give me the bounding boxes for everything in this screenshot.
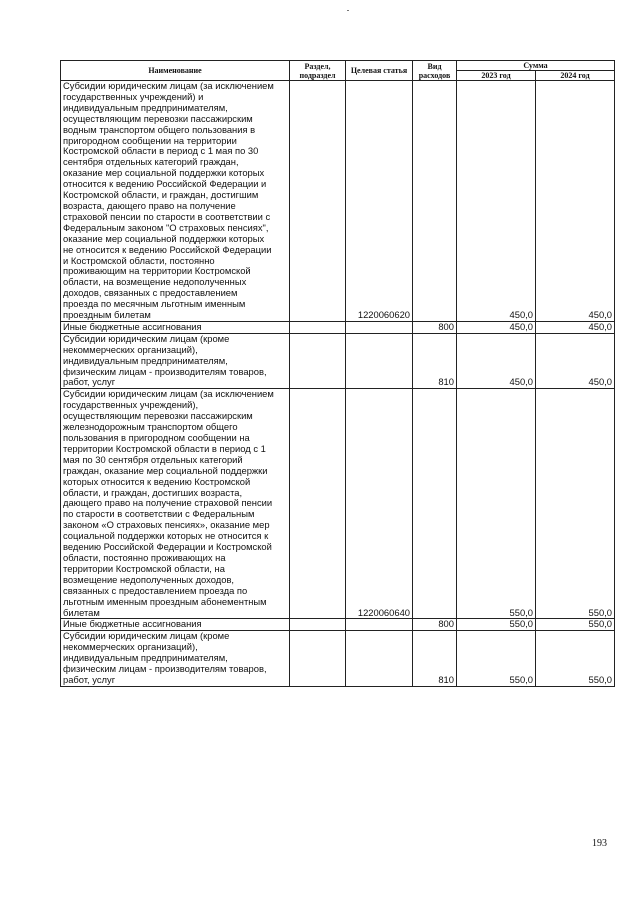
header-type: Вид расходов bbox=[413, 61, 457, 81]
cell-name: Субсидии юридическим лицам (кроме некоммерческих организаций), индивидуальным предпринимателям, физическим лицам - производителям товаров, работ, услуг bbox=[61, 333, 290, 389]
cell-sum-2023: 450,0 bbox=[457, 81, 536, 322]
table-row bbox=[61, 81, 615, 322]
header-year-2023: 2023 год bbox=[457, 71, 536, 81]
cell-sum-2023: 550,0 bbox=[457, 619, 536, 631]
cell-target: 1220060640 bbox=[346, 389, 413, 619]
table-row bbox=[61, 321, 615, 333]
header-year-2024: 2024 год bbox=[536, 71, 615, 81]
cell-section bbox=[290, 619, 346, 631]
header-section: Раздел, подраздел bbox=[290, 61, 346, 81]
header-sum: Сумма bbox=[457, 61, 615, 71]
table-row bbox=[61, 333, 615, 389]
table-body bbox=[61, 81, 615, 687]
cell-target bbox=[346, 321, 413, 333]
cell-sum-2024: 550,0 bbox=[536, 619, 615, 631]
cell-section bbox=[290, 631, 346, 687]
table-row bbox=[61, 631, 615, 687]
cell-type: 810 bbox=[413, 333, 457, 389]
header-target: Целевая статья bbox=[346, 61, 413, 81]
cell-target bbox=[346, 631, 413, 687]
cell-sum-2024: 550,0 bbox=[536, 389, 615, 619]
cell-name: Субсидии юридическим лицам (за исключением государственных учреждений), осуществляющим перевозки пассажирским железнодорожным транспортом общего пользования в пригородном сообщении на территории Костромской области в период с 1 мая по 30 сентября отдельных категорий граждан, оказание мер социальной поддержки которых относится к ведению Костромской области, и граждан, достигших возраста, дающего право на получение страховой пенсии по старости в соответствии с Федеральным законом «О страховых пенсиях», оказание мер социальной поддержки которых не относится к ведению Российской Федерации и Костромской области, постоянно проживающих на территории Костромской области, на возмещение недополученных доходов, связанных с предоставлением проезда по льготным именным проездным абонементным билетам bbox=[61, 389, 290, 619]
cell-name: Иные бюджетные ассигнования bbox=[61, 619, 290, 631]
cell-sum-2024: 450,0 bbox=[536, 333, 615, 389]
cell-sum-2023: 450,0 bbox=[457, 321, 536, 333]
budget-table bbox=[60, 60, 615, 687]
cell-type: 800 bbox=[413, 619, 457, 631]
cell-section bbox=[290, 81, 346, 322]
cell-target bbox=[346, 619, 413, 631]
table-row bbox=[61, 389, 615, 619]
cell-type bbox=[413, 81, 457, 322]
cell-name: Субсидии юридическим лицам (кроме некоммерческих организаций), индивидуальным предпринимателям, физическим лицам - производителям товаров, работ, услуг bbox=[61, 631, 290, 687]
cell-target bbox=[346, 333, 413, 389]
cell-sum-2023: 550,0 bbox=[457, 389, 536, 619]
cell-type bbox=[413, 389, 457, 619]
cell-sum-2023: 450,0 bbox=[457, 333, 536, 389]
table-row bbox=[61, 619, 615, 631]
cell-target: 1220060620 bbox=[346, 81, 413, 322]
header-name: Наименование bbox=[61, 61, 290, 81]
cell-name: Субсидии юридическим лицам (за исключением государственных учреждений) и индивидуальным предпринимателям, осуществляющим перевозки пассажирским водным транспортом общего пользования в пригородном сообщении на территории Костромской области в период с 1 мая по 30 сентября отдельных категорий граждан, оказание мер социальной поддержки которых относится к ведению Российской Федерации и Костромской области, и граждан, достигшим возраста, дающего право на получение страховой пенсии по старости в соответствии с Федеральным законом "О страховых пенсиях", оказание мер социальной поддержки которых не относится к ведению Российской Федерации и Костромской области, постоянно проживающим на территории Костромской области, на возмещение недополученных доходов, связанных с предоставлением проезда по месячным льготным именным проездным билетам bbox=[61, 81, 290, 322]
scan-speck bbox=[347, 10, 349, 11]
cell-sum-2024: 450,0 bbox=[536, 81, 615, 322]
cell-section bbox=[290, 389, 346, 619]
cell-sum-2023: 550,0 bbox=[457, 631, 536, 687]
page-number: 193 bbox=[592, 838, 607, 849]
cell-section bbox=[290, 333, 346, 389]
cell-type: 810 bbox=[413, 631, 457, 687]
cell-name: Иные бюджетные ассигнования bbox=[61, 321, 290, 333]
cell-sum-2024: 450,0 bbox=[536, 321, 615, 333]
cell-section bbox=[290, 321, 346, 333]
cell-type: 800 bbox=[413, 321, 457, 333]
cell-sum-2024: 550,0 bbox=[536, 631, 615, 687]
